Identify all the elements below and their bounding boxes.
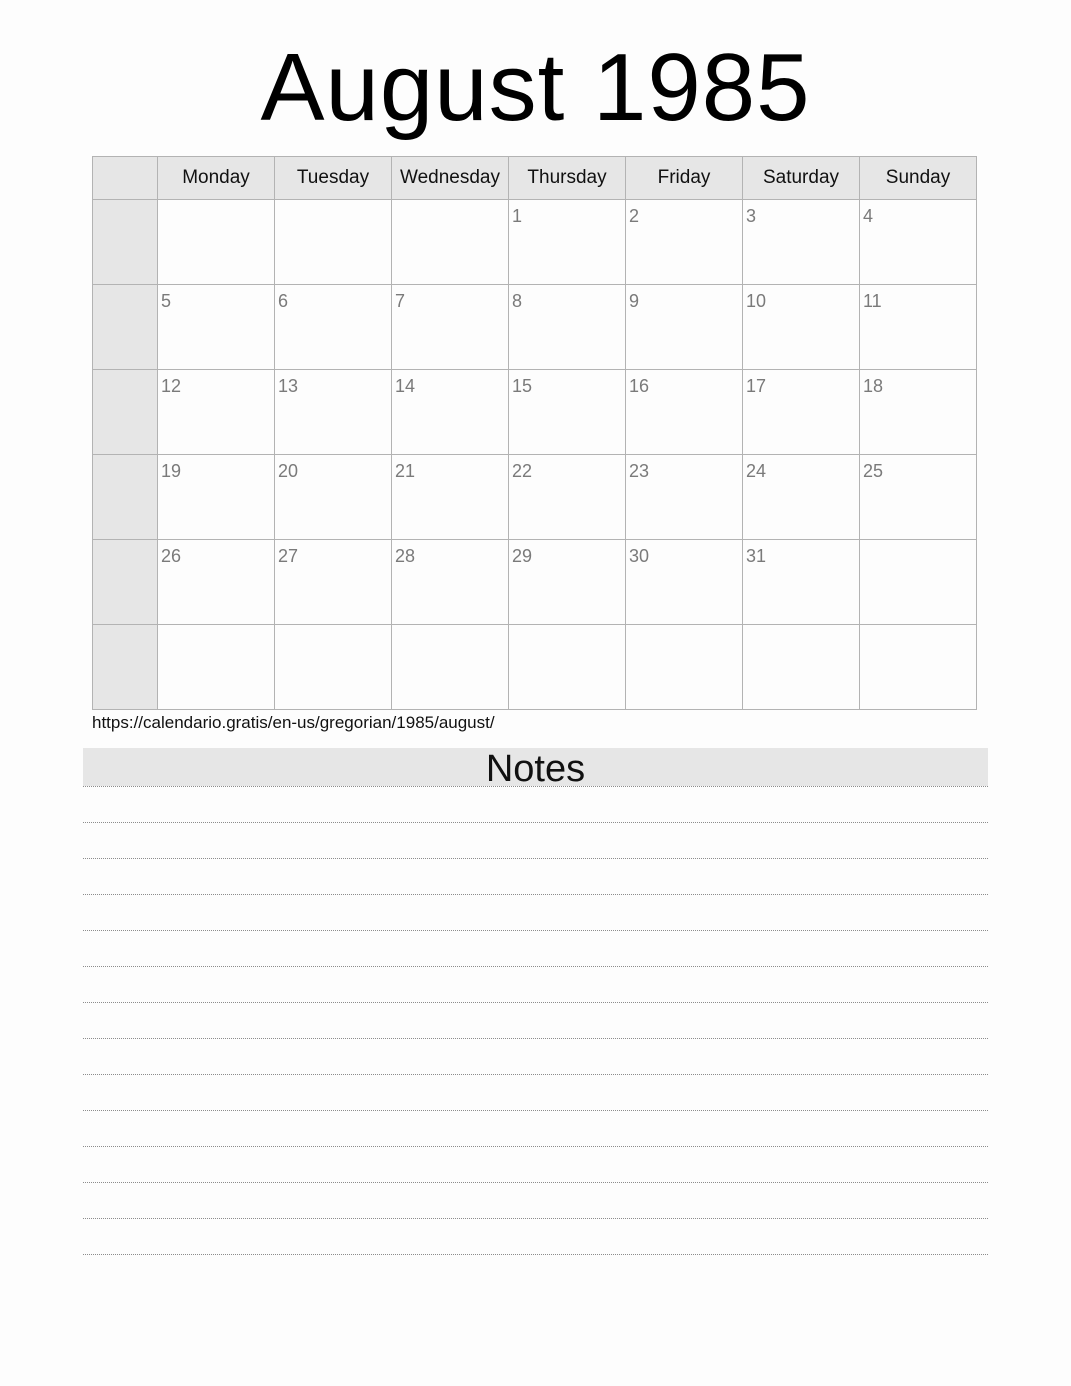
day-cell <box>509 370 626 455</box>
day-number: 3 <box>746 206 757 226</box>
note-line <box>83 1039 988 1075</box>
day-cell <box>743 200 860 285</box>
note-line <box>83 1147 988 1183</box>
day-number: 10 <box>746 291 767 311</box>
calendar-title: August 1985 <box>260 34 811 141</box>
day-number: 28 <box>395 546 416 566</box>
note-line <box>83 823 988 859</box>
day-cell <box>860 285 977 370</box>
day-cell <box>509 625 626 710</box>
week-row <box>93 540 977 625</box>
day-number: 19 <box>161 461 182 481</box>
day-number: 2 <box>629 206 640 226</box>
day-number: 12 <box>161 376 182 396</box>
day-cell <box>158 540 275 625</box>
week-number-cell <box>93 285 158 370</box>
week-row <box>93 285 977 370</box>
day-cell <box>626 200 743 285</box>
day-number <box>158 200 274 206</box>
day-number: 11 <box>863 291 882 311</box>
day-cell <box>743 285 860 370</box>
day-number: 30 <box>629 546 650 566</box>
week-number-cell <box>93 540 158 625</box>
note-line <box>83 1111 988 1147</box>
weekday-header: Wednesday <box>392 157 509 200</box>
weekday-header: Friday <box>626 157 743 200</box>
day-number <box>626 625 742 631</box>
day-cell <box>860 200 977 285</box>
day-number: 21 <box>395 461 416 481</box>
day-cell <box>392 285 509 370</box>
day-cell <box>275 455 392 540</box>
day-number <box>158 625 274 631</box>
day-number: 14 <box>395 376 416 396</box>
weekday-header: Thursday <box>509 157 626 200</box>
day-number: 26 <box>161 546 182 566</box>
day-cell <box>158 455 275 540</box>
day-cell <box>392 625 509 710</box>
note-line <box>83 967 988 1003</box>
day-cell <box>626 370 743 455</box>
note-line <box>83 859 988 895</box>
day-number <box>392 625 508 631</box>
source-url-link[interactable]: https://calendario.gratis/en-us/gregorian/1985/august/ <box>92 713 495 732</box>
day-cell <box>392 370 509 455</box>
week-row <box>93 200 977 285</box>
day-number: 18 <box>863 376 884 396</box>
day-cell <box>392 455 509 540</box>
day-cell <box>626 285 743 370</box>
day-number <box>509 625 625 631</box>
day-number <box>275 200 391 206</box>
day-number: 4 <box>863 206 874 226</box>
notes-lines-area <box>83 786 988 1255</box>
day-cell <box>626 625 743 710</box>
day-cell <box>509 455 626 540</box>
weekday-header: Saturday <box>743 157 860 200</box>
day-cell <box>275 625 392 710</box>
day-number <box>860 625 976 631</box>
week-number-cell <box>93 625 158 710</box>
day-number: 1 <box>512 206 523 226</box>
weekday-header: Sunday <box>860 157 977 200</box>
day-number: 20 <box>278 461 299 481</box>
day-cell <box>275 370 392 455</box>
day-number: 9 <box>629 291 640 311</box>
week-number-cell <box>93 455 158 540</box>
notes-heading: Notes <box>83 748 988 786</box>
day-number: 5 <box>161 291 172 311</box>
day-cell <box>509 540 626 625</box>
day-number: 13 <box>278 376 299 396</box>
weekday-header: Monday <box>158 157 275 200</box>
week-number-header <box>93 157 158 200</box>
month-calendar-grid <box>92 156 977 710</box>
week-number-cell <box>93 200 158 285</box>
day-number: 31 <box>746 546 767 566</box>
day-cell <box>860 625 977 710</box>
week-number-cell <box>93 370 158 455</box>
note-line <box>83 1075 988 1111</box>
day-cell <box>626 455 743 540</box>
day-cell <box>743 455 860 540</box>
day-cell <box>158 200 275 285</box>
weekday-header-row <box>93 157 977 200</box>
note-line <box>83 1219 988 1255</box>
day-cell <box>158 625 275 710</box>
note-line <box>83 787 988 823</box>
day-number: 27 <box>278 546 299 566</box>
day-number: 7 <box>395 291 406 311</box>
day-number <box>275 625 391 631</box>
day-number <box>860 540 976 546</box>
day-cell <box>392 540 509 625</box>
week-row <box>93 455 977 540</box>
note-line <box>83 1183 988 1219</box>
day-number: 25 <box>863 461 884 481</box>
day-cell <box>509 285 626 370</box>
day-cell <box>860 370 977 455</box>
day-number: 8 <box>512 291 523 311</box>
note-line <box>83 931 988 967</box>
day-number: 22 <box>512 461 533 481</box>
day-number: 24 <box>746 461 767 481</box>
day-cell <box>626 540 743 625</box>
day-number: 23 <box>629 461 650 481</box>
note-line <box>83 1003 988 1039</box>
day-number <box>392 200 508 206</box>
day-cell <box>860 455 977 540</box>
day-cell <box>509 200 626 285</box>
day-number: 6 <box>278 291 289 311</box>
day-number: 17 <box>746 376 767 396</box>
weekday-header: Tuesday <box>275 157 392 200</box>
day-cell <box>158 285 275 370</box>
note-line <box>83 895 988 931</box>
day-cell <box>275 200 392 285</box>
day-cell <box>275 540 392 625</box>
day-number: 29 <box>512 546 533 566</box>
day-number <box>743 625 859 631</box>
day-number: 16 <box>629 376 650 396</box>
day-cell <box>158 370 275 455</box>
day-cell <box>860 540 977 625</box>
day-cell <box>743 625 860 710</box>
week-row <box>93 625 977 710</box>
calendar-table <box>92 156 977 710</box>
day-number: 15 <box>512 376 533 396</box>
day-cell <box>392 200 509 285</box>
day-cell <box>743 540 860 625</box>
week-row <box>93 370 977 455</box>
day-cell <box>743 370 860 455</box>
day-cell <box>275 285 392 370</box>
